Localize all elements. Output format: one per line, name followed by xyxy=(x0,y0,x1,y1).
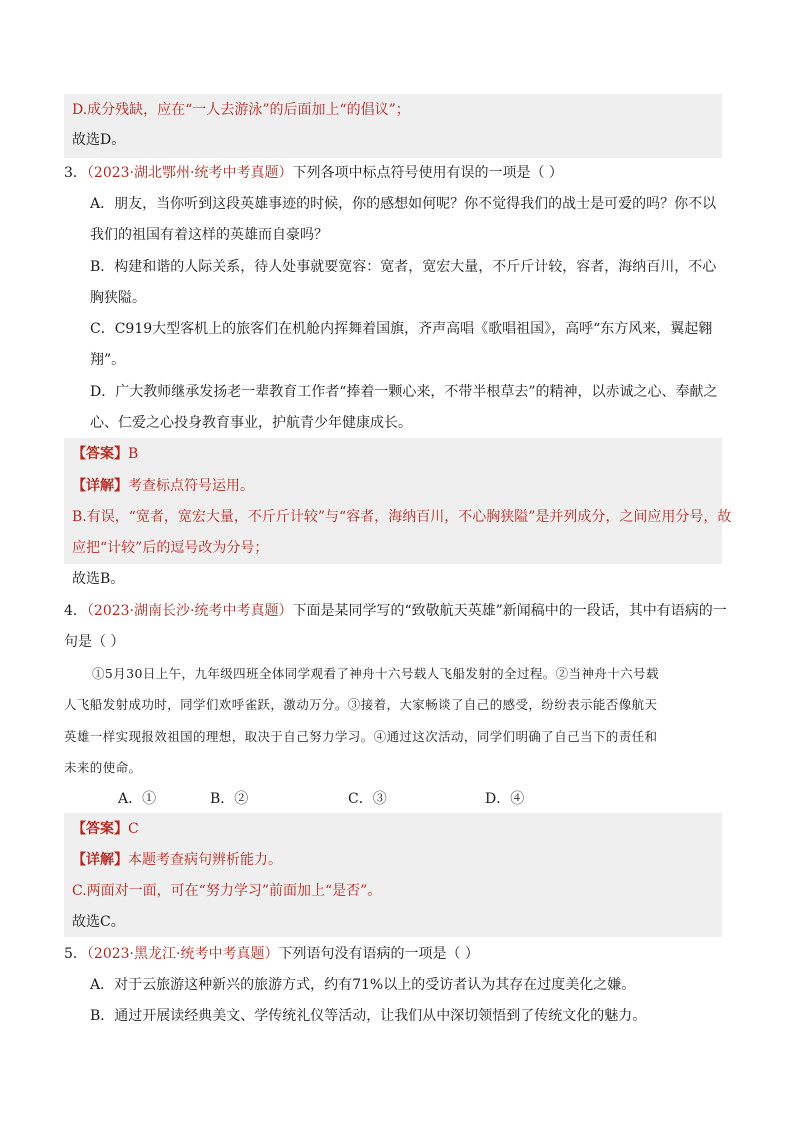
q3-choice: 故选B。 xyxy=(72,571,125,587)
q4-detail-label: 【详解】本题考查病句辨析能力。 xyxy=(72,852,282,868)
q3-option-a-line1: A．朋友，当你听到这段英雄事迹的时候，你的感想如何呢？你不觉得我们的战士是可爱的吗？你不以 xyxy=(90,196,717,212)
q5-option-b: B．通过开展读经典美文、学传统礼仪等活动，让我们从中深切领悟到了传统文化的魅力。 xyxy=(90,1008,647,1024)
q4-answer-block xyxy=(64,813,722,937)
q3-option-d-line2: 心、仁爱之心投身教育事业，护航青少年健康成长。 xyxy=(90,415,412,431)
q3-detail-line2: 应把“计较”后的逗号改为分号； xyxy=(72,540,269,556)
q3-option-c-line1: C．C919大型客机上的旅客们在机舱内挥舞着国旗，齐声高唱《歌唱祖国》，高呼“东方风来，翼起翱 xyxy=(90,321,713,337)
q3-option-a-line2: 我们的祖国有着这样的英雄而自豪吗？ xyxy=(90,227,328,243)
q3-option-b-line2: 胸狭隘。 xyxy=(90,290,146,306)
q4-passage-line4: 未来的使命。 xyxy=(64,760,142,775)
q3-stem: 3．（2023·湖北鄂州·统考中考真题）下列各项中标点符号使用有误的一项是（ ） xyxy=(64,165,563,181)
q4-option-b: B．② xyxy=(210,791,249,807)
q3-answer: 【答案】B xyxy=(72,446,139,462)
q4-stem: 4．（2023·湖南长沙·统考中考真题）下面是某同学写的“致敬航天英雄”新闻稿中的一段话，其中有语病的一 xyxy=(64,603,727,619)
q4-option-c: C．③ xyxy=(348,791,387,807)
q3-option-d-line1: D．广大教师继承发扬老一辈教育工作者“捧着一颗心来，不带半根草去”的精神，以赤诚之心、奉献之 xyxy=(90,384,718,400)
prev-detail-d: D.成分残缺，应在“一人去游泳”的后面加上“的倡议”； xyxy=(72,102,410,118)
q4-answer: 【答案】C xyxy=(72,821,139,837)
q4-passage-line1: ①5月30日上午，九年级四班全体同学观看了神舟十六号载人飞船发射的全过程。②当神舟十六号载 xyxy=(92,666,659,681)
q5-stem: 5．（2023·黑龙江·统考中考真题）下列语句没有语病的一项是（ ） xyxy=(64,946,479,962)
q3-option-b-line1: B．构建和谐的人际关系，待人处事就要宽容：宽者，宽宏大量，不斤斤计较，容者，海纳百川，不心 xyxy=(90,259,717,275)
prev-choice: 故选D。 xyxy=(72,132,126,148)
q4-passage-line2: 人飞船发射成功时，同学们欢呼雀跃，激动万分。③接着，大家畅谈了自己的感受，纷纷表示能否像航天 xyxy=(64,697,658,712)
q3-detail-line1: B.有误，“宽者，宽宏大量，不斤斤计较”与“容者，海纳百川，不心胸狭隘”是并列成分，之间应用分号，故 xyxy=(72,509,732,525)
q4-choice: 故选C。 xyxy=(72,914,125,930)
q3-detail-label: 【详解】考查标点符号运用。 xyxy=(72,478,254,494)
q4-detail-line1: C.两面对一面，可在“努力学习”前面加上“是否”。 xyxy=(72,883,382,899)
q4-stem-line2: 句是（ ） xyxy=(64,634,125,650)
q4-passage-line3: 英雄一样实现报效祖国的理想，取决于自己努力学习。④通过这次活动，同学们明确了自己当下的责任和 xyxy=(64,729,658,744)
q3-option-c-line2: 翔”。 xyxy=(90,352,126,368)
q4-option-a: A．① xyxy=(118,791,157,807)
q5-option-a: A．对于云旅游这种新兴的旅游方式，约有71%以上的受访者认为其存在过度美化之嫌。 xyxy=(90,977,636,993)
q4-option-d: D．④ xyxy=(485,791,525,807)
